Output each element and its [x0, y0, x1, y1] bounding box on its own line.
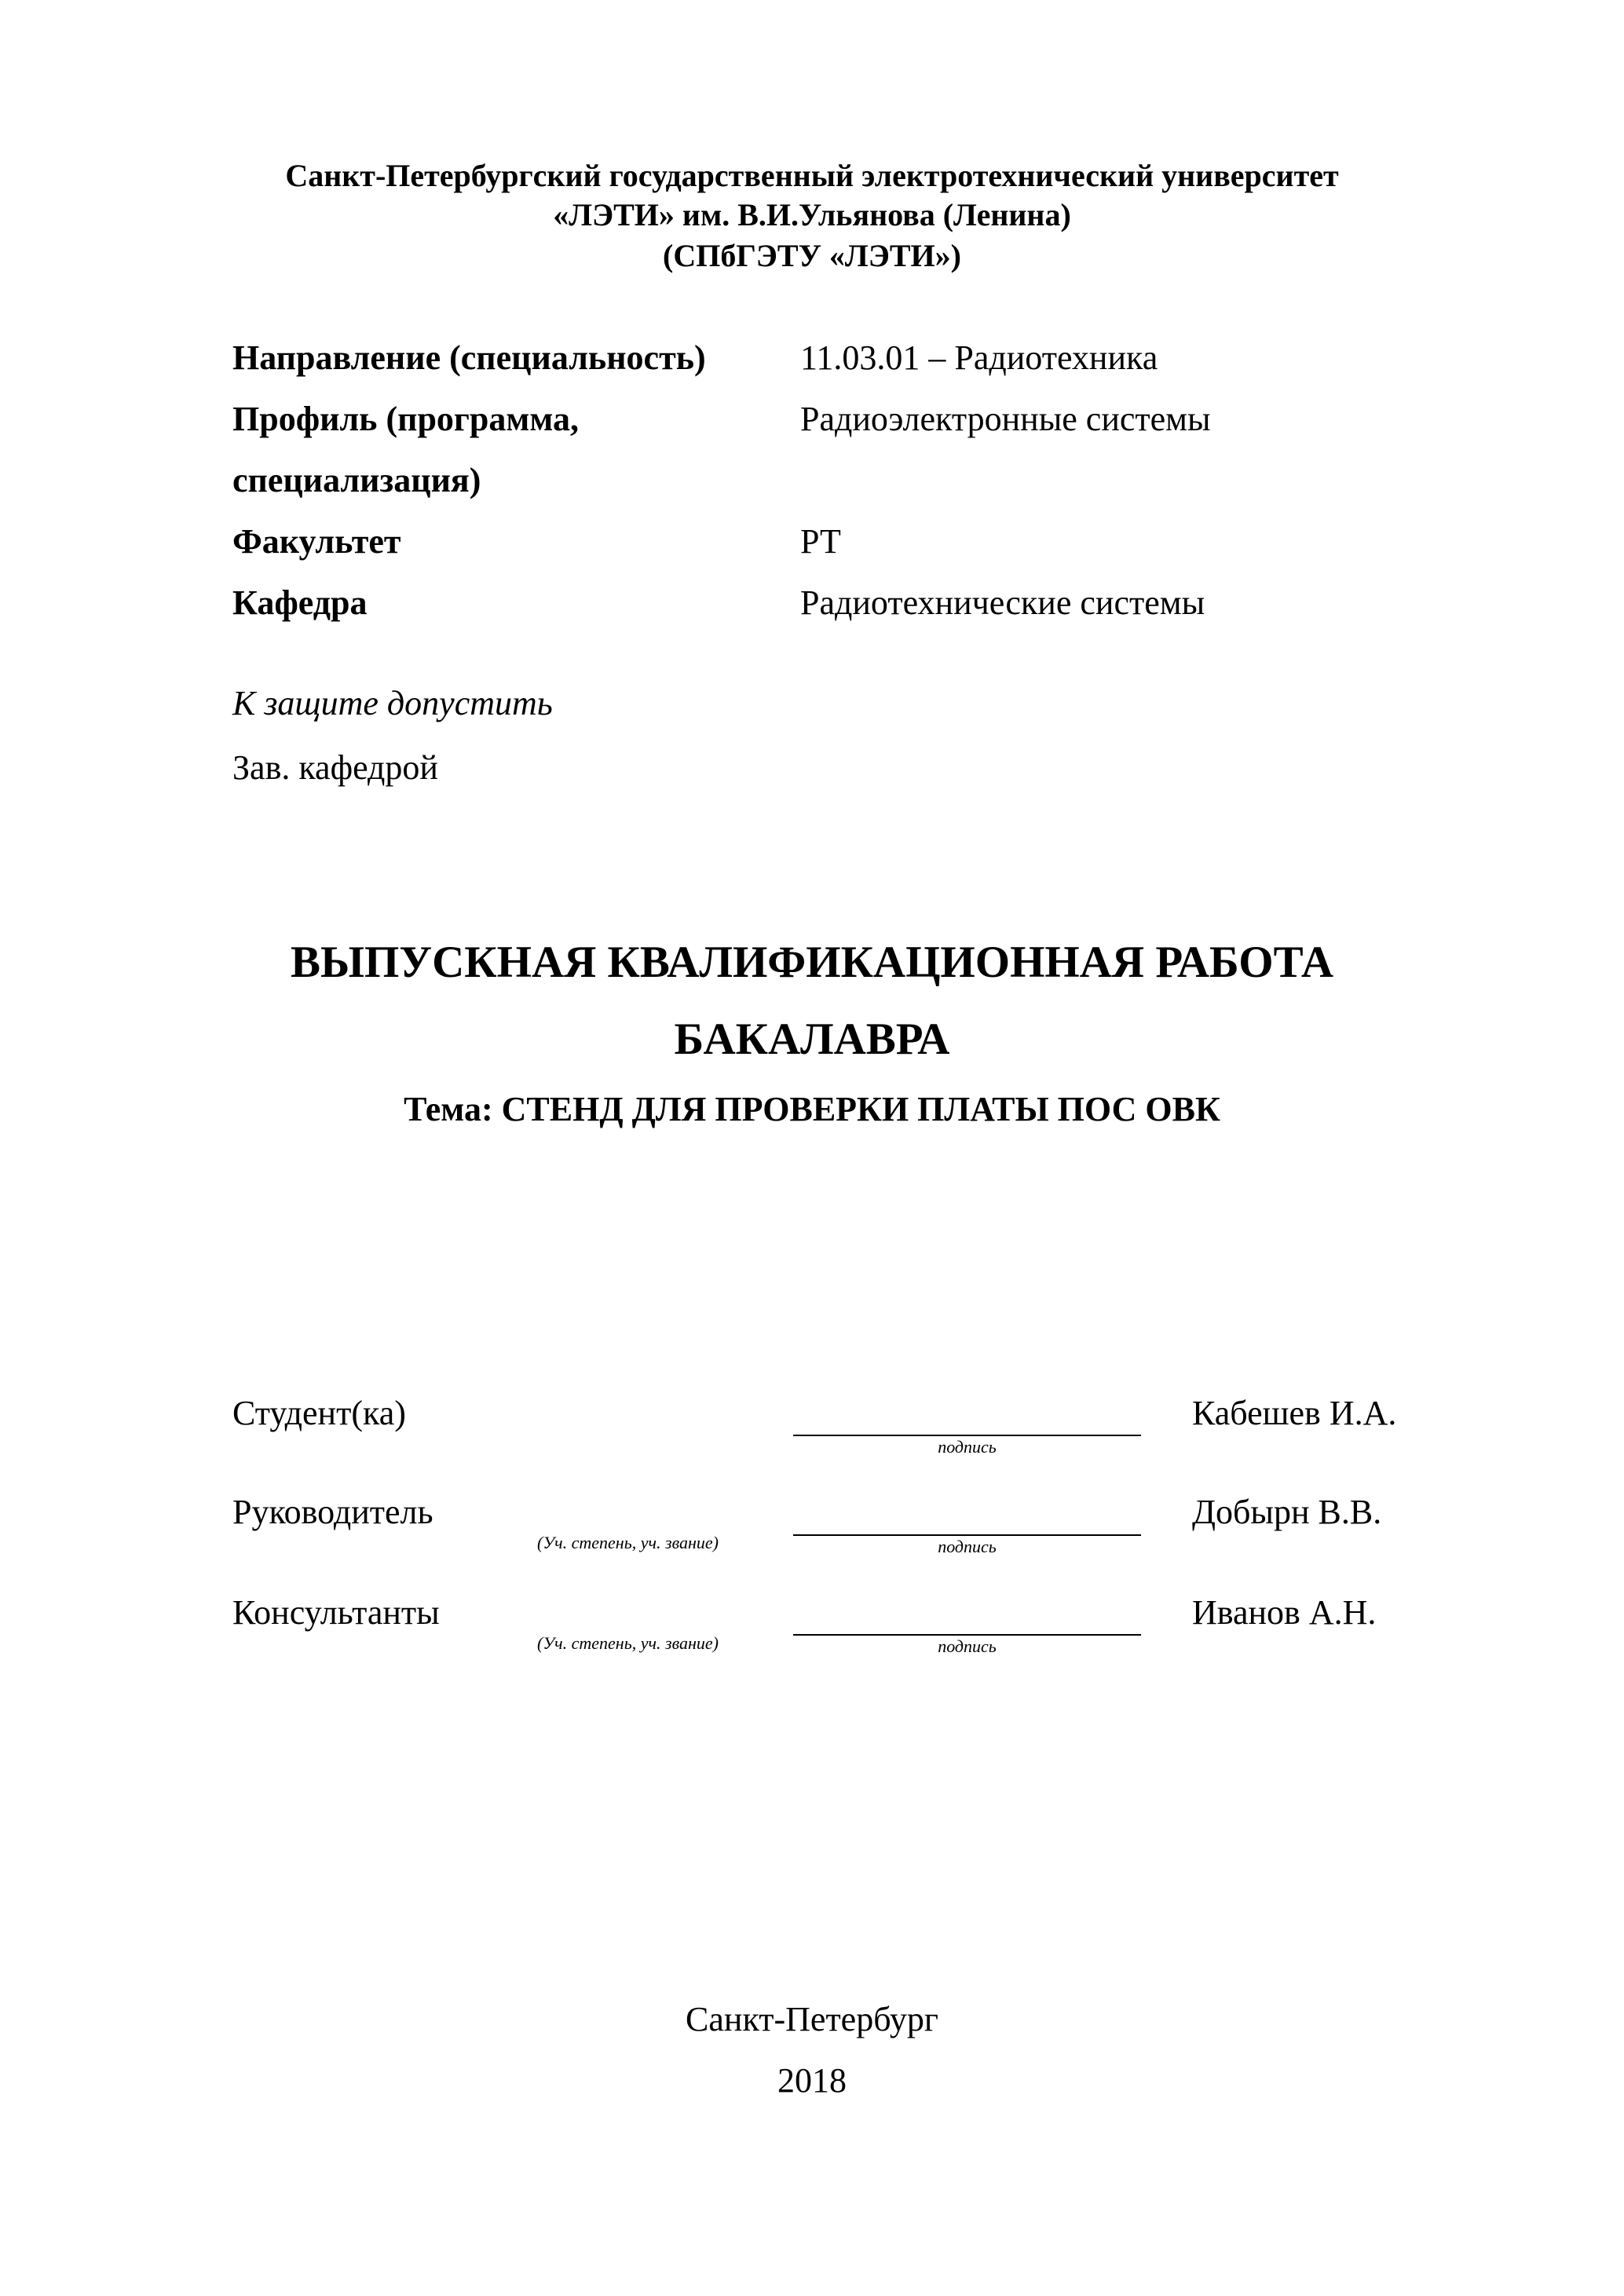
- university-short-name: (СПбГЭТУ «ЛЭТИ»): [663, 238, 961, 273]
- faculty-value: РТ: [800, 522, 841, 561]
- signature-degree: (Уч. степень, уч. звание): [537, 1533, 719, 1552]
- footer-city: Санкт-Петербург: [686, 2000, 938, 2038]
- department-value: Радиотехнические системы: [800, 583, 1205, 622]
- profile-label-cont: специализация): [232, 461, 481, 499]
- department-label: Кафедра: [232, 583, 368, 622]
- university-abbrev-line: «ЛЭТИ» им. В.И.Ульянова (Ленина): [553, 197, 1071, 232]
- signature-degree: (Уч. степень, уч. звание): [537, 1633, 719, 1653]
- signature-caption: подпись: [938, 1437, 997, 1457]
- signature-line: [793, 1435, 1141, 1436]
- department-head-label: Зав. кафедрой: [232, 748, 438, 787]
- profile-label: Профиль (программа,: [232, 400, 580, 438]
- signature-name: Добырн В.В.: [1192, 1493, 1382, 1531]
- signature-line: [793, 1634, 1141, 1636]
- signature-caption: подпись: [938, 1537, 997, 1556]
- admission-note: К защите допустить: [232, 684, 553, 722]
- university-name: Санкт-Петербургский государственный электротехнический университет: [285, 158, 1339, 193]
- footer-year: 2018: [777, 2061, 847, 2100]
- profile-value: Радиоэлектронные системы: [800, 400, 1211, 438]
- signature-caption: подпись: [938, 1636, 997, 1656]
- direction-value: 11.03.01 – Радиотехника: [800, 338, 1158, 377]
- signature-line: [793, 1534, 1141, 1536]
- signature-name: Кабешев И.А.: [1192, 1394, 1397, 1432]
- faculty-label: Факультет: [232, 522, 401, 561]
- direction-label: Направление (специальность): [232, 338, 706, 377]
- signature-name: Иванов А.Н.: [1192, 1593, 1377, 1632]
- thesis-title-line2: БАКАЛАВРА: [674, 1015, 950, 1064]
- thesis-title-line1: ВЫПУСКНАЯ КВАЛИФИКАЦИОННАЯ РАБОТА: [290, 938, 1333, 987]
- signature-role: Руководитель: [232, 1493, 433, 1531]
- signature-role: Студент(ка): [232, 1394, 406, 1432]
- thesis-topic: Тема: СТЕНД ДЛЯ ПРОВЕРКИ ПЛАТЫ ПОС ОВК: [404, 1090, 1220, 1128]
- signature-role: Консультанты: [232, 1593, 440, 1632]
